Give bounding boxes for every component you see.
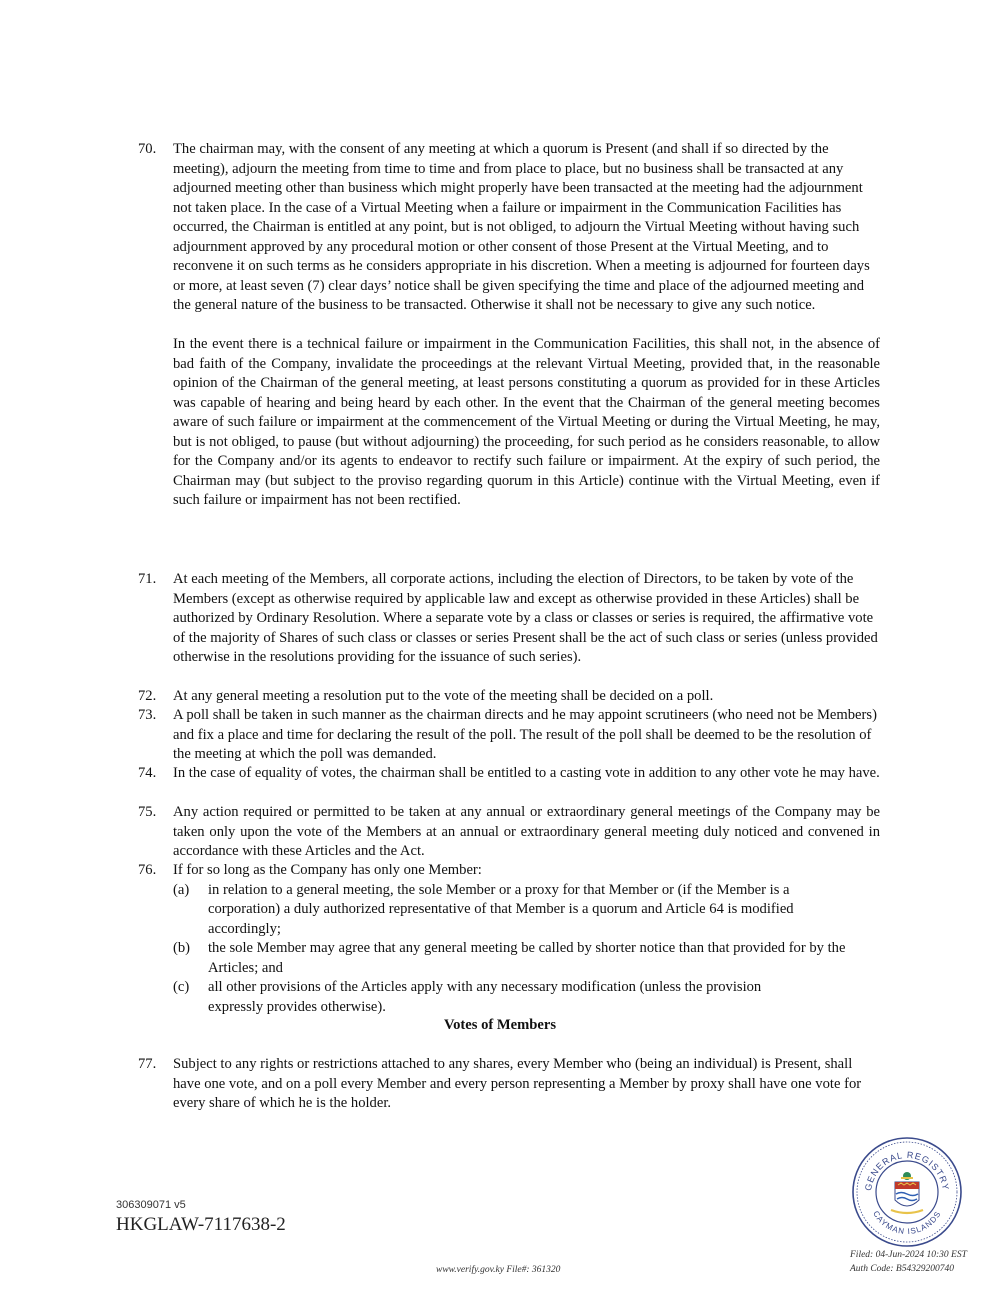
article-75 [138, 803, 880, 862]
article-text: A poll shall be taken in such manner as the chairman directs and he may appoint scrutineers (who need not be Members) and fix a place and time for declaring the result of the poll. The result of the poll shall be deemed to be the resolution of the meeting at which the poll was demanded. [173, 707, 877, 762]
article-number: 77. [138, 1056, 157, 1072]
subitem-list [173, 881, 880, 1018]
article-number: 76. [138, 862, 157, 878]
article-text: If for so long as the Company has only one Member: [173, 862, 482, 878]
subitem-a [173, 881, 880, 940]
article-text: Any action required or permitted to be taken at any annual or extraordinary general meetings of the Company may be taken only upon the vote of the Members at an annual or extraordinary general meeting duly noticed and convened in accordance with these Articles and the Act. [173, 804, 880, 859]
seal-top-text: GENERAL REGISTRY [863, 1149, 951, 1192]
article-paragraph: In the event there is a technical failure or impairment in the Communication Facilities, this shall not, in the absence of bad faith of the Company, invalidate the proceedings at the relevant Virtual Meeting, provided that, in the reasonable opinion of the Chairman of the general meeting, at least persons constituting a quorum as provided for in these Articles was capable of hearing and being heard by each other. In the event that the Chairman of the general meeting becomes aware of such failure or impairment at the commencement of the Virtual Meeting or during the Virtual Meeting, he may, but is not obliged, to pause (but without adjourning) the proceeding, for such period as he considers reasonable, to allow for the Company and/or its agents to endeavor to rectify such failure or impairment. At the expiry of such period, the Chairman may (but subject to the proviso regarding quorum in this Article) continue with the Virtual Meeting, even if such failure or impairment has not been rectified. [173, 336, 880, 508]
article-number: 70. [138, 141, 157, 157]
filing-info [850, 1248, 980, 1276]
subitem-b [173, 939, 880, 978]
article-74 [138, 764, 880, 784]
article-number: 72. [138, 688, 157, 704]
general-registry-seal-icon [851, 1136, 963, 1248]
article-number: 71. [138, 571, 157, 587]
article-text: In the case of equality of votes, the chairman shall be entitled to a casting vote in addition to any other vote he may have. [173, 765, 880, 781]
subitem-text: all other provisions of the Articles apply with any necessary modification (unless the provision expressly provides otherwise). [208, 979, 762, 1015]
subitem-text: in relation to a general meeting, the sole Member or a proxy for that Member or (if the Member is a corporation) a duly authorized representative of that Member is a quorum and Article 64 is modified accordingly; [208, 881, 794, 937]
article-paragraph: The chairman may, with the consent of any meeting at which a quorum is Present (and shall if so directed by the meeting), adjourn the meeting from time to time and from place to place, but no business shall be transacted at any adjourned meeting other than business which might properly have been transacted at the meeting had the adjournment not taken place. In the case of a Virtual Meeting when a failure or impairment in the Communication Facilities has occurred, the Chairman is entitled at any point, but is not obliged, to adjourn the Virtual Meeting without having such adjournment approved by any procedural motion or other consent of those Present at the Virtual Meeting, and to reconvene it on such terms as he considers appropriate in his discretion. When a meeting is adjourned for fourteen days or more, at least seven (7) clear days’ notice shall be given specifying the time and place of the adjourned meeting and the general nature of the business to be transacted. Otherwise it shall not be necessary to give any such notice. [173, 141, 870, 313]
article-77 [138, 1055, 880, 1114]
article-71 [138, 570, 880, 668]
article-text: At any general meeting a resolution put to the vote of the meeting shall be decided on a poll. [173, 688, 714, 704]
subitem-label: (b) [173, 940, 191, 956]
article-number: 73. [138, 707, 157, 723]
article-70 [138, 140, 880, 511]
article-text: Subject to any rights or restrictions attached to any shares, every Member who (being an individual) is Present, shall have one vote, and on a poll every Member and every person representing a Member by proxy shall have one vote for every share of which he is the holder. [173, 1056, 862, 1111]
subitem-text: the sole Member may agree that any general meeting be called by shorter notice than that provided for by the Articles; and [208, 940, 846, 976]
verify-file-number: www.verify.gov.ky File#: 361320 [436, 1265, 561, 1275]
filed-date: Filed: 04-Jun-2024 10:30 EST [850, 1250, 967, 1260]
auth-code: Auth Code: B54329200740 [850, 1264, 954, 1274]
article-76 [138, 861, 880, 1017]
subitem-c [173, 978, 880, 1017]
article-73 [138, 706, 880, 765]
cayman-crest-icon [891, 1172, 923, 1213]
section-heading: Votes of Members [443, 1017, 557, 1033]
article-number: 74. [138, 765, 157, 781]
document-id: HKGLAW-7117638-2 [116, 1214, 286, 1235]
article-number: 75. [138, 804, 157, 820]
subitem-label: (a) [173, 881, 190, 898]
article-72 [138, 687, 880, 707]
document-reference: 306309071 v5 [116, 1199, 186, 1211]
seal-bottom-text: CAYMAN ISLANDS [871, 1209, 943, 1237]
subitem-label: (c) [173, 979, 190, 995]
article-text: At each meeting of the Members, all corporate actions, including the election of Directors, to be taken by vote of the Members (except as otherwise required by applicable law and except as otherwise provided in these Articles) shall be authorized by Ordinary Resolution. Where a separate vote by a class or classes or series is required, the affirmative vote of the majority of Shares of such class or classes or series Present shall be the act of such class or series (unless provided otherwise in the resolutions providing for the issuance of such series). [173, 571, 878, 665]
